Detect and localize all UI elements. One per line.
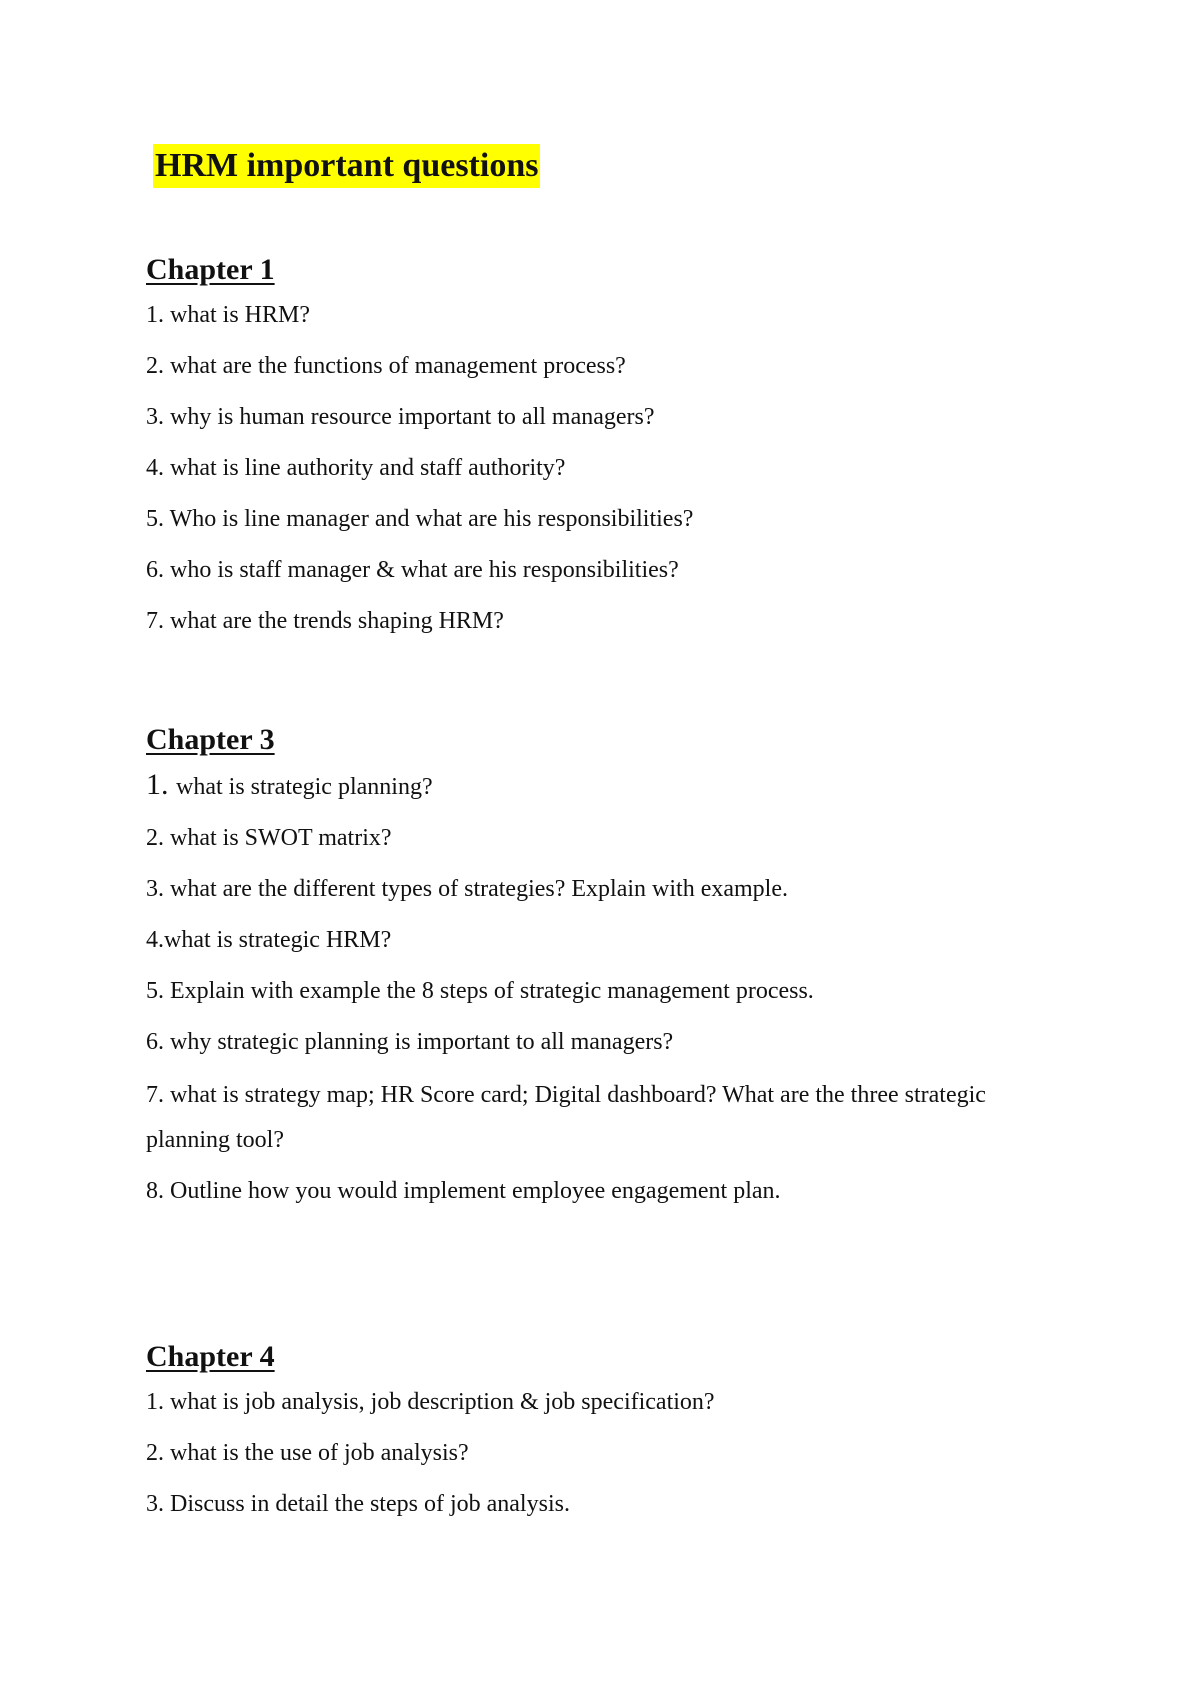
question-continuation: planning tool?: [146, 1127, 284, 1153]
question-list: [146, 1387, 1106, 1519]
question-item: 7. what is strategy map; HR Score card; Digital dashboard? What are the three strategic: [146, 1082, 986, 1108]
document-title: HRM important questions: [153, 144, 540, 188]
question-item: 4.what is strategic HRM?: [146, 927, 392, 953]
question-list: [146, 770, 1106, 1206]
chapter-1-section: [146, 252, 1106, 657]
question-item: 1. what is strategic planning?: [146, 768, 433, 801]
question-item: 7. what are the trends shaping HRM?: [146, 608, 504, 634]
question-item: 3. why is human resource important to all managers?: [146, 404, 655, 430]
question-item: 2. what is the use of job analysis?: [146, 1440, 469, 1466]
question-item: 3. what are the different types of strategies? Explain with example.: [146, 876, 788, 902]
question-item: 1. what is job analysis, job description & job specification?: [146, 1389, 715, 1415]
question-item: 5. Who is line manager and what are his responsibilities?: [146, 506, 694, 532]
question-item: 2. what is SWOT matrix?: [146, 825, 392, 851]
question-item: 5. Explain with example the 8 steps of strategic management process.: [146, 978, 814, 1004]
question-list: [146, 300, 1106, 636]
question-item: 2. what are the functions of management process?: [146, 353, 626, 379]
chapter-4-section: [146, 1339, 1106, 1540]
chapter-heading: Chapter 1: [146, 253, 275, 286]
question-item: 6. who is staff manager & what are his responsibilities?: [146, 557, 679, 583]
chapter-heading: Chapter 3: [146, 723, 275, 756]
question-item: 4. what is line authority and staff authority?: [146, 455, 566, 481]
question-item: 3. Discuss in detail the steps of job analysis.: [146, 1491, 570, 1517]
question-item: 1. what is HRM?: [146, 302, 310, 328]
chapter-heading: Chapter 4: [146, 1340, 275, 1373]
question-item: 8. Outline how you would implement employee engagement plan.: [146, 1178, 781, 1204]
chapter-3-section: [146, 722, 1106, 1227]
question-item: 6. why strategic planning is important to all managers?: [146, 1029, 674, 1055]
